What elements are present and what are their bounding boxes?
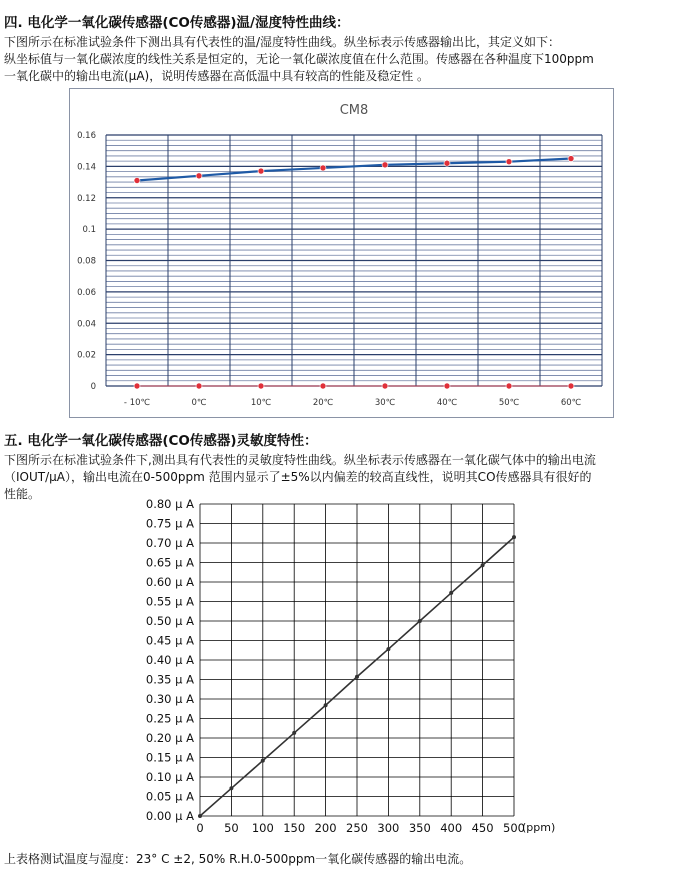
data-point bbox=[506, 383, 512, 389]
paragraph-line: 一氧化碳中的输出电流(μA)，说明传感器在高低温中具有较高的性能及稳定性 。 bbox=[4, 69, 430, 83]
paragraph-line: （IOUT/μA），输出电流在0-500ppm 范围内显示了±5%以内偏差的较高直线性，说明其CO传感器具有很好的 bbox=[4, 470, 592, 484]
data-point bbox=[134, 383, 140, 389]
data-point bbox=[355, 675, 359, 679]
data-point bbox=[196, 173, 202, 179]
data-point bbox=[512, 535, 516, 539]
y-tick-label: 0.12 bbox=[77, 193, 96, 204]
paragraph-line: 性能。 bbox=[4, 487, 41, 501]
data-point bbox=[382, 162, 388, 168]
data-point bbox=[261, 759, 265, 763]
y-tick-label: 0.04 bbox=[77, 319, 96, 330]
x-tick-label: 30℃ bbox=[374, 398, 396, 408]
y-tick-label: 0.08 bbox=[77, 256, 96, 267]
y-tick-label: 0.15 μ A bbox=[145, 750, 194, 765]
y-tick-label: 0.45 μ A bbox=[145, 633, 194, 648]
data-point bbox=[506, 159, 512, 165]
y-tick-label: 0.40 μ A bbox=[145, 653, 194, 667]
data-point bbox=[481, 563, 485, 567]
data-point bbox=[134, 177, 140, 183]
x-tick-label: 100 bbox=[251, 821, 274, 835]
x-tick-label: 10℃ bbox=[250, 398, 272, 408]
data-point bbox=[229, 786, 233, 790]
x-tick-label: 60℃ bbox=[560, 398, 582, 408]
data-point bbox=[198, 814, 202, 818]
data-point bbox=[444, 160, 450, 166]
data-point bbox=[292, 731, 296, 735]
y-tick-label: 0.05 μ A bbox=[145, 789, 194, 804]
data-point bbox=[324, 703, 328, 707]
y-tick-label: 0.25 μ A bbox=[145, 711, 194, 726]
y-tick-label: 0.70 μ A bbox=[145, 536, 194, 550]
x-tick-label: 300 bbox=[377, 821, 400, 835]
y-tick-label: 0.20 μ A bbox=[145, 731, 194, 745]
y-tick-label: 0.06 bbox=[77, 287, 96, 298]
x-tick-label: 200 bbox=[314, 821, 337, 835]
y-tick-label: 0.50 μ A bbox=[145, 614, 194, 628]
y-tick-label: 0.02 bbox=[77, 350, 96, 361]
y-tick-label: 0.16 bbox=[77, 131, 96, 141]
y-tick-label: 0.75 μ A bbox=[145, 516, 194, 531]
x-tick-label: 0℃ bbox=[191, 398, 207, 408]
paragraph-line: 纵坐标值与一氧化碳浓度的线性关系是恒定的，无论一氧化碳浓度值在什么范围。传感器在各种温度下100ppm bbox=[4, 52, 594, 66]
x-axis-unit-label: (ppm) bbox=[522, 821, 556, 834]
chart-title: CM8 bbox=[339, 103, 369, 118]
paragraph-line: 下图所示在标准试验条件下测出具有代表性的温/湿度特性曲线。纵坐标表示传感器输出比，其定义如下： bbox=[4, 35, 561, 49]
data-point bbox=[568, 383, 574, 389]
x-tick-label: 0 bbox=[196, 821, 204, 835]
x-tick-label: 50 bbox=[224, 821, 239, 835]
y-tick-label: 0.30 μ A bbox=[145, 692, 194, 706]
x-tick-label: 40℃ bbox=[436, 398, 458, 408]
data-point bbox=[449, 591, 453, 595]
footer-note: 上表格测试温度与湿度：23° C ±2, 50% R.H.0-500ppm一氧化碳传感器的输出电流。 bbox=[4, 852, 472, 866]
y-tick-label: 0 bbox=[90, 382, 96, 392]
sensitivity-chart bbox=[130, 496, 580, 841]
data-point bbox=[568, 156, 574, 162]
data-point bbox=[258, 168, 264, 174]
data-point bbox=[320, 165, 326, 171]
y-tick-label: 0.10 μ A bbox=[145, 770, 194, 784]
y-tick-label: 0.14 bbox=[77, 162, 96, 173]
y-tick-label: 0.65 μ A bbox=[145, 555, 194, 570]
x-tick-label: 50℃ bbox=[498, 398, 520, 408]
data-point bbox=[258, 383, 264, 389]
x-tick-label: 450 bbox=[471, 821, 494, 835]
x-tick-label: 20℃ bbox=[312, 398, 334, 408]
x-tick-label: 250 bbox=[346, 821, 368, 835]
x-tick-label: 150 bbox=[283, 821, 306, 835]
data-point bbox=[320, 383, 326, 389]
chart-frame bbox=[70, 89, 614, 418]
y-tick-label: 0.1 bbox=[82, 225, 96, 236]
y-tick-label: 0.35 μ A bbox=[145, 672, 194, 687]
x-tick-label: 400 bbox=[440, 821, 463, 835]
y-tick-label: 0.55 μ A bbox=[145, 594, 194, 609]
data-point bbox=[382, 383, 388, 389]
x-tick-label: 350 bbox=[408, 821, 431, 835]
data-point bbox=[444, 383, 450, 389]
section4-paragraph bbox=[4, 34, 682, 85]
section5-heading: 五. 电化学一氧化碳传感器(CO传感器)灵敏度特性： bbox=[4, 433, 318, 449]
x-tick-label: - 10℃ bbox=[123, 398, 151, 408]
y-tick-label: 0.80 μ A bbox=[145, 497, 194, 511]
y-tick-label: 0.60 μ A bbox=[145, 575, 194, 589]
x-tick-label: 500 bbox=[503, 821, 525, 835]
section4-heading: 四. 电化学一氧化碳传感器(CO传感器)温/湿度特性曲线： bbox=[4, 15, 350, 31]
temperature-humidity-chart bbox=[69, 88, 614, 418]
data-point bbox=[386, 647, 390, 651]
data-point bbox=[418, 619, 422, 623]
paragraph-line: 下图所示在标准试验条件下,测出具有代表性的灵敏度特性曲线。纵坐标表示传感器在一氧化碳气体中的输出电流 bbox=[4, 453, 596, 467]
data-point bbox=[196, 383, 202, 389]
y-tick-label: 0.00 μ A bbox=[145, 809, 194, 823]
